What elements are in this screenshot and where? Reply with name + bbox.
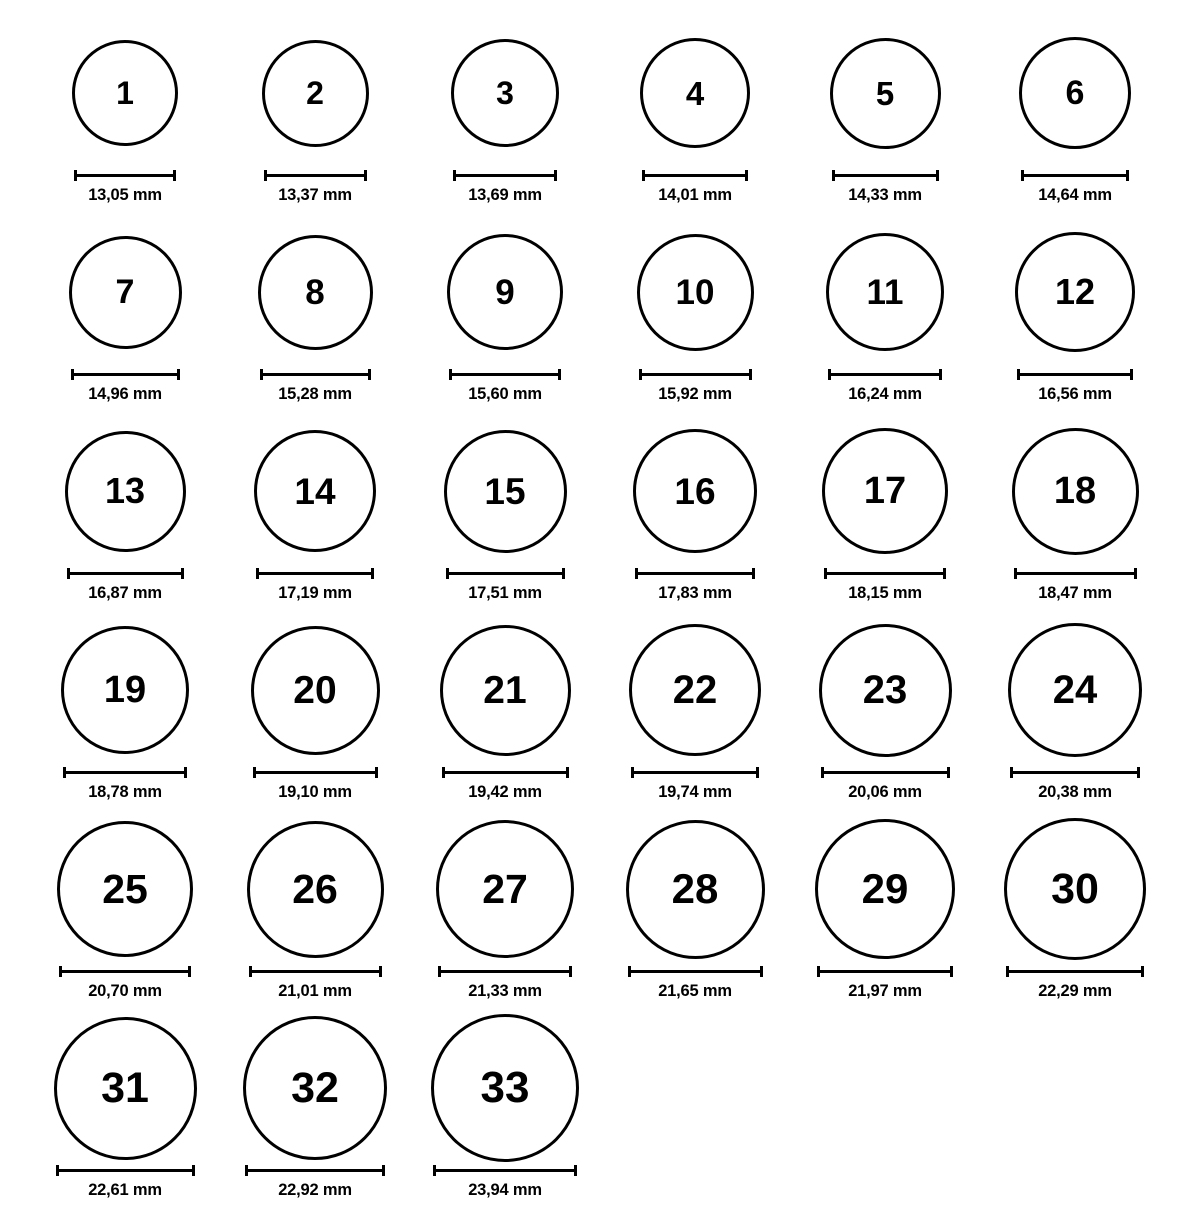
ring-circle (251, 626, 380, 755)
ring-size-cell (220, 18, 410, 217)
ring-circle (262, 40, 369, 147)
ring-size-number: 29 (861, 865, 909, 912)
ring-size-number: 28 (671, 865, 719, 912)
ring-size-cell (790, 18, 980, 217)
diameter-label: 16,56 mm (1038, 385, 1112, 403)
ring-circle (258, 235, 373, 350)
ring-size-cell (790, 217, 980, 416)
diameter-measure-bar (256, 566, 374, 580)
ring-size-cell (220, 416, 410, 615)
diameter-label: 13,69 mm (468, 186, 542, 204)
ring-circle-wrap (72, 18, 178, 168)
ring-circle (444, 430, 567, 553)
diameter-measure-bar (635, 566, 755, 580)
ring-size-cell (600, 615, 790, 814)
diameter-label: 19,10 mm (278, 783, 352, 801)
ring-size-number: 8 (305, 272, 325, 312)
ring-circle-wrap (1015, 217, 1135, 367)
ring-circle (69, 236, 182, 349)
ring-circle (1008, 623, 1142, 757)
ring-size-number: 2 (306, 75, 324, 111)
ring-circle-wrap (69, 217, 182, 367)
diameter-label: 17,83 mm (658, 584, 732, 602)
diameter-label: 22,61 mm (88, 1181, 162, 1199)
diameter-measure-bar (628, 964, 763, 978)
ring-size-number: 22 (672, 668, 718, 712)
ring-circle (451, 39, 559, 147)
ring-size-cell (980, 18, 1170, 217)
ring-size-cell (30, 18, 220, 217)
ring-circle-wrap (830, 18, 941, 168)
ring-circle (1004, 818, 1146, 960)
ring-size-number: 32 (291, 1063, 339, 1112)
diameter-label: 20,70 mm (88, 982, 162, 1000)
ring-size-cell (600, 18, 790, 217)
diameter-label: 19,42 mm (468, 783, 542, 801)
diameter-label: 18,78 mm (88, 783, 162, 801)
ring-circle (640, 38, 750, 148)
ring-circle (629, 624, 761, 756)
ring-circle-wrap (251, 615, 380, 765)
diameter-measure-bar (71, 367, 180, 381)
ring-circle-wrap (640, 18, 750, 168)
ring-size-grid (30, 18, 1170, 1212)
ring-size-cell (790, 615, 980, 814)
ring-size-number: 18 (1053, 470, 1097, 512)
ring-size-cell (410, 416, 600, 615)
ring-size-cell (600, 814, 790, 1013)
ring-circle (431, 1014, 579, 1162)
diameter-measure-bar (245, 1163, 385, 1177)
ring-size-cell (790, 416, 980, 615)
diameter-label: 23,94 mm (468, 1181, 542, 1199)
diameter-label: 17,19 mm (278, 584, 352, 602)
ring-circle (633, 429, 757, 553)
diameter-label: 17,51 mm (468, 584, 542, 602)
ring-size-cell (410, 217, 600, 416)
ring-circle (440, 625, 571, 756)
ring-circle (830, 38, 941, 149)
ring-size-number: 23 (862, 668, 908, 712)
ring-size-number: 25 (102, 865, 148, 912)
ring-size-cell (30, 217, 220, 416)
ring-circle-wrap (819, 615, 952, 765)
ring-circle-wrap (65, 416, 186, 566)
ring-size-cell (410, 814, 600, 1013)
diameter-label: 15,28 mm (278, 385, 352, 403)
ring-size-cell (410, 615, 600, 814)
ring-circle-wrap (822, 416, 948, 566)
diameter-measure-bar (253, 765, 378, 779)
diameter-label: 14,64 mm (1038, 186, 1112, 204)
ring-size-number: 3 (496, 75, 514, 111)
ring-size-number: 13 (104, 470, 146, 511)
ring-circle-wrap (262, 18, 369, 168)
ring-size-cell (30, 1013, 220, 1212)
ring-circle (254, 430, 376, 552)
ring-size-number: 4 (685, 74, 705, 112)
diameter-measure-bar (828, 367, 942, 381)
ring-circle (626, 820, 765, 959)
diameter-measure-bar (1017, 367, 1133, 381)
ring-size-cell (600, 217, 790, 416)
diameter-measure-bar (433, 1163, 577, 1177)
ring-circle-wrap (1019, 18, 1131, 168)
ring-circle-wrap (1012, 416, 1139, 566)
diameter-measure-bar (1014, 566, 1137, 580)
ring-circle-wrap (436, 814, 574, 964)
ring-circle (57, 821, 193, 957)
ring-size-number: 10 (675, 272, 715, 312)
diameter-label: 22,92 mm (278, 1181, 352, 1199)
ring-circle (1012, 428, 1139, 555)
ring-circle-wrap (815, 814, 955, 964)
diameter-label: 18,15 mm (848, 584, 922, 602)
diameter-label: 21,33 mm (468, 982, 542, 1000)
ring-size-cell (790, 814, 980, 1013)
ring-size-number: 6 (1065, 74, 1085, 112)
diameter-measure-bar (59, 964, 191, 978)
diameter-measure-bar (1006, 964, 1144, 978)
ring-circle-wrap (247, 814, 384, 964)
ring-size-cell (410, 18, 600, 217)
diameter-label: 20,06 mm (848, 783, 922, 801)
ring-circle (447, 234, 563, 350)
ring-size-number: 20 (293, 668, 337, 712)
ring-size-number: 30 (1051, 864, 1099, 913)
ring-circle-wrap (633, 416, 757, 566)
ring-circle-wrap (1004, 814, 1146, 964)
diameter-label: 14,01 mm (658, 186, 732, 204)
ring-size-number: 27 (482, 865, 528, 912)
diameter-label: 18,47 mm (1038, 584, 1112, 602)
ring-size-cell (220, 217, 410, 416)
diameter-measure-bar (56, 1163, 195, 1177)
ring-circle-wrap (61, 615, 189, 765)
ring-size-number: 21 (483, 668, 527, 712)
ring-circle-wrap (444, 416, 567, 566)
ring-circle-wrap (629, 615, 761, 765)
ring-circle-wrap (447, 217, 563, 367)
ring-circle-wrap (243, 1013, 387, 1163)
ring-circle (1019, 37, 1131, 149)
ring-size-number: 1 (116, 75, 134, 111)
diameter-measure-bar (74, 168, 176, 182)
ring-size-cell (980, 814, 1170, 1013)
diameter-measure-bar (442, 765, 569, 779)
ring-circle (247, 821, 384, 958)
diameter-label: 13,37 mm (278, 186, 352, 204)
ring-circle (637, 234, 754, 351)
diameter-label: 15,92 mm (658, 385, 732, 403)
ring-size-number: 17 (863, 470, 907, 512)
ring-circle (61, 626, 189, 754)
ring-circle-wrap (258, 217, 373, 367)
diameter-measure-bar (642, 168, 748, 182)
ring-size-cell (220, 615, 410, 814)
ring-circle-wrap (57, 814, 193, 964)
ring-size-number: 7 (115, 273, 135, 311)
ring-size-number: 15 (484, 470, 526, 512)
diameter-label: 15,60 mm (468, 385, 542, 403)
ring-size-number: 24 (1052, 668, 1098, 712)
diameter-label: 20,38 mm (1038, 783, 1112, 801)
diameter-measure-bar (438, 964, 572, 978)
ring-size-number: 31 (101, 1063, 149, 1112)
ring-circle (72, 40, 178, 146)
ring-circle-wrap (626, 814, 765, 964)
ring-size-cell (30, 416, 220, 615)
ring-circle (819, 624, 952, 757)
ring-circle-wrap (431, 1013, 579, 1163)
ring-size-number: 16 (674, 470, 716, 512)
ring-circle (826, 233, 944, 351)
ring-size-cell (600, 416, 790, 615)
diameter-measure-bar (832, 168, 939, 182)
ring-circle (243, 1016, 387, 1160)
diameter-measure-bar (260, 367, 371, 381)
ring-circle (54, 1017, 197, 1160)
diameter-measure-bar (821, 765, 950, 779)
ring-circle-wrap (637, 217, 754, 367)
diameter-label: 14,33 mm (848, 186, 922, 204)
ring-size-cell (980, 416, 1170, 615)
diameter-measure-bar (63, 765, 187, 779)
ring-size-cell (220, 814, 410, 1013)
ring-size-cell (980, 615, 1170, 814)
ring-circle-wrap (451, 18, 559, 168)
diameter-label: 14,96 mm (88, 385, 162, 403)
diameter-measure-bar (249, 964, 382, 978)
ring-circle (65, 431, 186, 552)
diameter-measure-bar (453, 168, 557, 182)
diameter-measure-bar (67, 566, 184, 580)
diameter-label: 22,29 mm (1038, 982, 1112, 1000)
ring-circle-wrap (826, 217, 944, 367)
diameter-measure-bar (631, 765, 759, 779)
ring-size-cell (980, 217, 1170, 416)
ring-size-number: 9 (495, 272, 515, 312)
diameter-label: 21,01 mm (278, 982, 352, 1000)
diameter-label: 13,05 mm (88, 186, 162, 204)
ring-circle-wrap (440, 615, 571, 765)
ring-size-cell (410, 1013, 600, 1212)
diameter-label: 16,24 mm (848, 385, 922, 403)
diameter-measure-bar (824, 566, 946, 580)
diameter-measure-bar (264, 168, 367, 182)
ring-size-number: 5 (875, 74, 895, 112)
diameter-label: 21,97 mm (848, 982, 922, 1000)
ring-size-number: 33 (480, 1063, 530, 1112)
diameter-measure-bar (639, 367, 752, 381)
diameter-measure-bar (449, 367, 561, 381)
ring-circle-wrap (54, 1013, 197, 1163)
diameter-measure-bar (1021, 168, 1129, 182)
ring-circle-wrap (254, 416, 376, 566)
ring-size-number: 11 (866, 272, 904, 312)
diameter-label: 21,65 mm (658, 982, 732, 1000)
ring-circle (436, 820, 574, 958)
diameter-measure-bar (817, 964, 953, 978)
diameter-label: 16,87 mm (88, 584, 162, 602)
ring-size-number: 19 (103, 669, 147, 711)
ring-size-cell (30, 814, 220, 1013)
ring-size-cell (30, 615, 220, 814)
ring-circle (815, 819, 955, 959)
ring-size-number: 26 (292, 865, 338, 912)
ring-size-number: 12 (1054, 271, 1096, 312)
ring-circle (822, 428, 948, 554)
ring-circle (1015, 232, 1135, 352)
diameter-measure-bar (446, 566, 565, 580)
diameter-label: 19,74 mm (658, 783, 732, 801)
ring-size-number: 14 (294, 470, 336, 512)
ring-circle-wrap (1008, 615, 1142, 765)
diameter-measure-bar (1010, 765, 1140, 779)
ring-size-cell (220, 1013, 410, 1212)
